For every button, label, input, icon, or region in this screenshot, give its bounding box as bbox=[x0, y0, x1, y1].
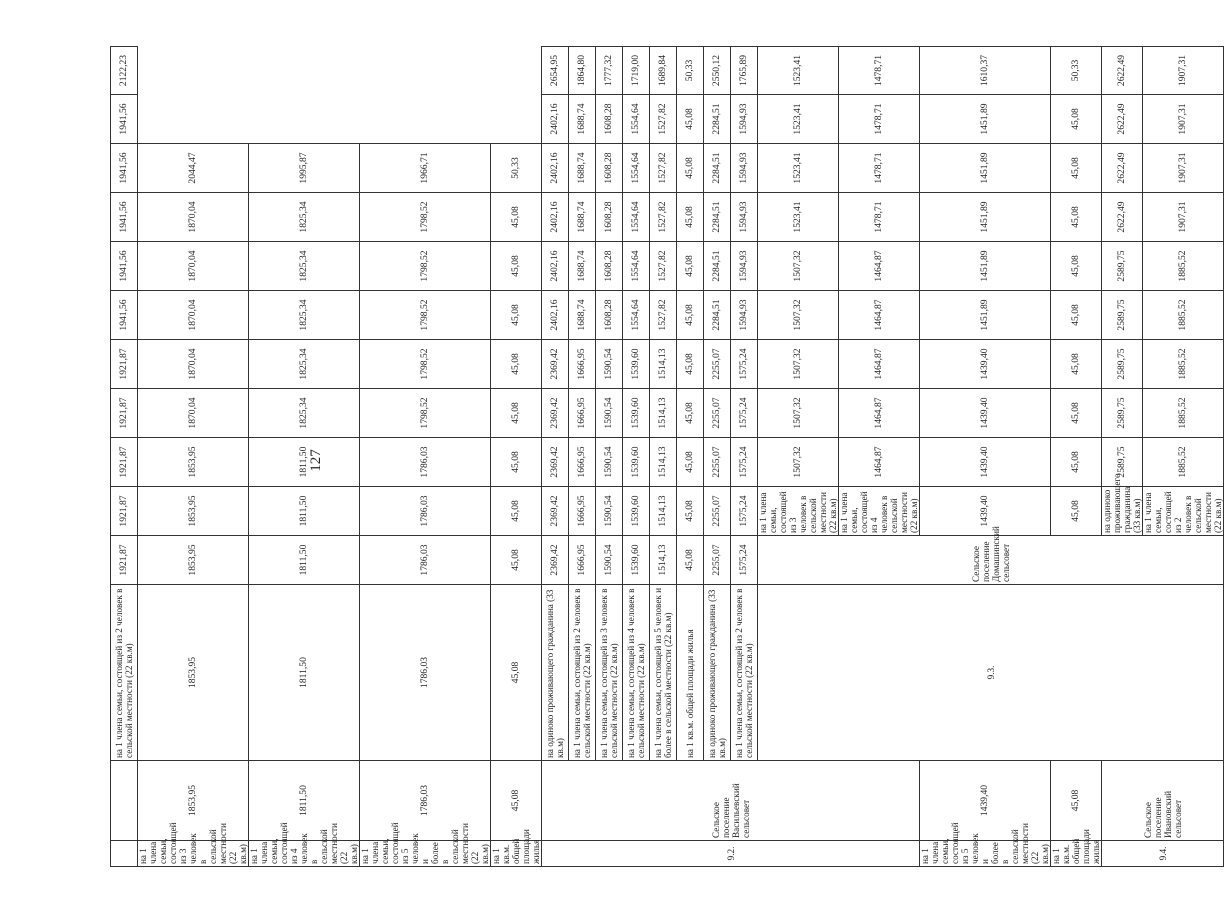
value-cell: 1825,34 bbox=[249, 193, 360, 242]
table-row bbox=[650, 47, 677, 867]
value-cell: 2402,16 bbox=[542, 95, 569, 144]
table-row bbox=[249, 47, 360, 867]
value-cell: 1439,40 bbox=[920, 487, 1051, 536]
value-cell: 1825,34 bbox=[249, 242, 360, 291]
value-cell: 1514,13 bbox=[650, 487, 677, 536]
item-number-cell bbox=[111, 841, 138, 867]
value-cell: 2284,51 bbox=[704, 95, 731, 144]
value-cell: 45,08 bbox=[491, 536, 542, 585]
value-cell: 45,08 bbox=[1051, 761, 1102, 841]
value-cell: 1870,04 bbox=[138, 291, 249, 340]
value-cell: 2369,42 bbox=[542, 438, 569, 487]
value-cell: 1853,95 bbox=[138, 585, 249, 761]
value-cell: 1464,87 bbox=[839, 389, 920, 438]
value-cell: 1575,24 bbox=[731, 438, 758, 487]
value-cell: 1995,87 bbox=[249, 144, 360, 193]
value-cell: 1478,71 bbox=[839, 47, 920, 95]
value-cell: 1478,71 bbox=[839, 144, 920, 193]
table-row bbox=[704, 47, 731, 867]
value-cell: 45,08 bbox=[677, 536, 704, 585]
table-row bbox=[677, 47, 704, 867]
row-description-cell: на 1 члена семьи, состоящей из 4 человек в сельской местности (22 кв.м) bbox=[249, 841, 360, 867]
value-cell: 1594,93 bbox=[731, 144, 758, 193]
value-cell: 1798,52 bbox=[360, 389, 491, 438]
rotated-table-container bbox=[110, 46, 1223, 867]
value-cell: 1523,41 bbox=[758, 47, 839, 95]
value-cell: 45,08 bbox=[677, 193, 704, 242]
value-cell: 1666,95 bbox=[569, 487, 596, 536]
value-cell: 1527,82 bbox=[650, 242, 677, 291]
item-number-cell: 9.4. bbox=[1102, 841, 1224, 867]
value-cell: 45,08 bbox=[491, 389, 542, 438]
value-cell: 1853,95 bbox=[138, 761, 249, 841]
value-cell: 45,08 bbox=[1051, 193, 1102, 242]
table-row bbox=[596, 47, 623, 867]
value-cell: 1907,31 bbox=[1143, 193, 1224, 242]
value-cell: 1798,52 bbox=[360, 291, 491, 340]
value-cell: 45,08 bbox=[677, 487, 704, 536]
value-cell: 1811,50 bbox=[249, 761, 360, 841]
value-cell: 1798,52 bbox=[360, 193, 491, 242]
value-cell: 2255,07 bbox=[704, 340, 731, 389]
value-cell: 1941,56 bbox=[111, 242, 138, 291]
value-cell: 2550,12 bbox=[704, 47, 731, 95]
value-cell: 2589,75 bbox=[1102, 389, 1143, 438]
value-cell: 1514,13 bbox=[650, 438, 677, 487]
table-row bbox=[542, 47, 569, 867]
value-cell: 45,08 bbox=[1051, 291, 1102, 340]
value-cell: 1798,52 bbox=[360, 242, 491, 291]
table-row bbox=[491, 47, 542, 867]
value-cell: 1575,24 bbox=[731, 389, 758, 438]
value-cell: 1527,82 bbox=[650, 144, 677, 193]
value-cell: 1464,87 bbox=[839, 291, 920, 340]
item-number-cell: 9.3. bbox=[758, 585, 1224, 761]
value-cell: 2284,51 bbox=[704, 144, 731, 193]
value-cell: 1921,87 bbox=[111, 536, 138, 585]
value-cell: 1507,32 bbox=[758, 389, 839, 438]
value-cell: 45,08 bbox=[491, 585, 542, 761]
row-description-cell: на 1 члена семьи, состоящей из 4 человек в сельской местности (22 кв.м) bbox=[623, 585, 650, 761]
tariff-table bbox=[110, 46, 1224, 867]
value-cell: 1719,00 bbox=[623, 47, 650, 95]
value-cell: 2255,07 bbox=[704, 389, 731, 438]
value-cell: 2402,16 bbox=[542, 291, 569, 340]
value-cell: 1478,71 bbox=[839, 95, 920, 144]
value-cell: 1608,28 bbox=[596, 291, 623, 340]
value-cell: 1786,03 bbox=[360, 585, 491, 761]
row-description-cell: на 1 члена семьи, состоящей из 3 человек в сельской местности (22 кв.м) bbox=[758, 487, 839, 536]
value-cell: 45,08 bbox=[1051, 487, 1102, 536]
value-cell: 1777,32 bbox=[596, 47, 623, 95]
value-cell: 2589,75 bbox=[1102, 291, 1143, 340]
value-cell: 2402,16 bbox=[542, 144, 569, 193]
table-body bbox=[111, 47, 1224, 867]
value-cell: 1464,87 bbox=[839, 242, 920, 291]
value-cell: 1786,03 bbox=[360, 761, 491, 841]
value-cell: 45,08 bbox=[677, 291, 704, 340]
row-description-cell: на 1 члена семьи, состоящей из 5 человек и более в сельской местности (22 кв.м) bbox=[650, 585, 677, 761]
value-cell: 1864,80 bbox=[569, 47, 596, 95]
row-description-cell: на 1 члена семьи, состоящей из 2 человек в сельской местности (22 кв.м) bbox=[1143, 487, 1224, 536]
table-row bbox=[138, 47, 249, 867]
value-cell: 45,08 bbox=[1051, 242, 1102, 291]
value-cell: 45,08 bbox=[1051, 438, 1102, 487]
value-cell: 1527,82 bbox=[650, 95, 677, 144]
value-cell: 45,08 bbox=[677, 340, 704, 389]
value-cell: 1523,41 bbox=[758, 193, 839, 242]
value-cell: 2402,16 bbox=[542, 193, 569, 242]
value-cell: 2589,75 bbox=[1102, 340, 1143, 389]
value-cell: 1798,52 bbox=[360, 340, 491, 389]
page-number: 127 bbox=[307, 449, 324, 472]
item-number-cell: 9.2. bbox=[542, 841, 920, 867]
value-cell: 1539,60 bbox=[623, 487, 650, 536]
value-cell: 45,08 bbox=[677, 389, 704, 438]
value-cell: 2622,49 bbox=[1102, 193, 1143, 242]
row-description-cell: на одиноко проживающего гражданина (33 кв.м) bbox=[542, 585, 569, 761]
value-cell: 1885,52 bbox=[1143, 438, 1224, 487]
value-cell: 1527,82 bbox=[650, 291, 677, 340]
value-cell: 45,08 bbox=[491, 242, 542, 291]
value-cell: 1811,50 bbox=[249, 438, 360, 487]
value-cell: 1590,54 bbox=[596, 487, 623, 536]
value-cell: 1539,60 bbox=[623, 536, 650, 585]
value-cell: 2622,49 bbox=[1102, 47, 1143, 95]
row-description-cell: на 1 кв.м. общей площади жилья bbox=[491, 841, 542, 867]
value-cell: 1885,52 bbox=[1143, 340, 1224, 389]
row-description-cell: на 1 члена семьи, состоящей из 2 человек в сельской местности (22 кв.м) bbox=[569, 585, 596, 761]
settlement-name-cell: Сельское поселение Васильевский сельсовет bbox=[542, 761, 920, 841]
value-cell: 1907,31 bbox=[1143, 144, 1224, 193]
value-cell: 1688,74 bbox=[569, 144, 596, 193]
table-row bbox=[623, 47, 650, 867]
value-cell: 1464,87 bbox=[839, 438, 920, 487]
value-cell: 45,08 bbox=[491, 438, 542, 487]
value-cell: 2369,42 bbox=[542, 536, 569, 585]
value-cell: 1539,60 bbox=[623, 438, 650, 487]
row-description-cell: на 1 члена семьи, состоящей из 5 человек и более в сельской местности (22 кв.м) bbox=[360, 841, 491, 867]
value-cell: 1688,74 bbox=[569, 291, 596, 340]
value-cell: 50,33 bbox=[1051, 47, 1102, 95]
value-cell: 1786,03 bbox=[360, 438, 491, 487]
value-cell: 45,08 bbox=[677, 95, 704, 144]
value-cell: 50,33 bbox=[491, 144, 542, 193]
value-cell: 1554,64 bbox=[623, 193, 650, 242]
value-cell: 1921,87 bbox=[111, 389, 138, 438]
value-cell: 45,08 bbox=[1051, 340, 1102, 389]
value-cell: 45,08 bbox=[677, 438, 704, 487]
value-cell: 1689,84 bbox=[650, 47, 677, 95]
value-cell: 1439,40 bbox=[920, 389, 1051, 438]
value-cell: 2284,51 bbox=[704, 242, 731, 291]
value-cell: 2369,42 bbox=[542, 340, 569, 389]
value-cell: 2044,47 bbox=[138, 144, 249, 193]
value-cell: 45,08 bbox=[1051, 389, 1102, 438]
row-description-cell: на 1 члена семьи, состоящей из 3 человек в сельской местности (22 кв.м) bbox=[596, 585, 623, 761]
value-cell: 1921,87 bbox=[111, 340, 138, 389]
value-cell: 1825,34 bbox=[249, 291, 360, 340]
value-cell: 1786,03 bbox=[360, 487, 491, 536]
value-cell: 1811,50 bbox=[249, 487, 360, 536]
value-cell: 1921,87 bbox=[111, 438, 138, 487]
value-cell: 1575,24 bbox=[731, 536, 758, 585]
value-cell: 2122,23 bbox=[111, 47, 138, 95]
value-cell: 1590,54 bbox=[596, 340, 623, 389]
value-cell: 1608,28 bbox=[596, 144, 623, 193]
value-cell: 2654,95 bbox=[542, 47, 569, 95]
value-cell: 2284,51 bbox=[704, 193, 731, 242]
value-cell: 1907,31 bbox=[1143, 95, 1224, 144]
value-cell: 2402,16 bbox=[542, 242, 569, 291]
value-cell: 1853,95 bbox=[138, 487, 249, 536]
value-cell: 1554,64 bbox=[623, 95, 650, 144]
value-cell: 1666,95 bbox=[569, 389, 596, 438]
value-cell: 1507,32 bbox=[758, 340, 839, 389]
value-cell: 1590,54 bbox=[596, 389, 623, 438]
row-description-cell: на 1 члена семьи, состоящей из 2 человек в сельской местности (22 кв.м) bbox=[111, 585, 138, 761]
value-cell: 1853,95 bbox=[138, 438, 249, 487]
value-cell: 1666,95 bbox=[569, 438, 596, 487]
value-cell: 45,08 bbox=[491, 193, 542, 242]
row-description-cell: на 1 члена семьи, состоящей из 5 человек и более в сельской местности (22 кв.м) bbox=[920, 841, 1051, 867]
value-cell: 1765,89 bbox=[731, 47, 758, 95]
value-cell: 1507,32 bbox=[758, 242, 839, 291]
settlement-name-cell: Сельское поселение Ивановский сельсовет bbox=[1102, 761, 1224, 841]
table-row bbox=[569, 47, 596, 867]
value-cell: 1608,28 bbox=[596, 95, 623, 144]
value-cell: 1870,04 bbox=[138, 389, 249, 438]
value-cell: 1507,32 bbox=[758, 291, 839, 340]
value-cell: 1688,74 bbox=[569, 242, 596, 291]
value-cell: 1688,74 bbox=[569, 95, 596, 144]
value-cell: 1523,41 bbox=[758, 95, 839, 144]
value-cell: 45,08 bbox=[1051, 95, 1102, 144]
value-cell: 1853,95 bbox=[138, 536, 249, 585]
value-cell: 45,08 bbox=[677, 144, 704, 193]
value-cell: 1885,52 bbox=[1143, 389, 1224, 438]
value-cell: 1870,04 bbox=[138, 193, 249, 242]
value-cell: 1594,93 bbox=[731, 95, 758, 144]
value-cell: 1885,52 bbox=[1143, 242, 1224, 291]
value-cell: 1907,31 bbox=[1143, 47, 1224, 95]
value-cell: 1575,24 bbox=[731, 487, 758, 536]
value-cell: 45,08 bbox=[491, 340, 542, 389]
value-cell: 1451,89 bbox=[920, 95, 1051, 144]
value-cell: 1811,50 bbox=[249, 536, 360, 585]
value-cell: 1825,34 bbox=[249, 389, 360, 438]
value-cell: 1478,71 bbox=[839, 193, 920, 242]
row-description-cell: на 1 члена семьи, состоящей из 4 человек в сельской местности (22 кв.м) bbox=[839, 487, 920, 536]
value-cell: 1666,95 bbox=[569, 536, 596, 585]
value-cell: 2589,75 bbox=[1102, 438, 1143, 487]
value-cell: 2284,51 bbox=[704, 291, 731, 340]
value-cell: 1514,13 bbox=[650, 340, 677, 389]
value-cell: 1464,87 bbox=[839, 340, 920, 389]
table-row bbox=[758, 47, 839, 867]
value-cell: 2622,49 bbox=[1102, 95, 1143, 144]
value-cell: 1594,93 bbox=[731, 242, 758, 291]
value-cell: 50,33 bbox=[677, 47, 704, 95]
row-description-cell: на 1 кв.м. общей площади жилья bbox=[677, 585, 704, 761]
value-cell: 45,08 bbox=[677, 242, 704, 291]
value-cell: 1610,37 bbox=[920, 47, 1051, 95]
value-cell: 1811,50 bbox=[249, 585, 360, 761]
value-cell: 1966,71 bbox=[360, 144, 491, 193]
row-description-cell: на одиноко проживающего гражданина (33 кв.м) bbox=[1102, 487, 1143, 536]
value-cell: 1590,54 bbox=[596, 536, 623, 585]
table-row bbox=[731, 47, 758, 867]
settlement-name-cell: Сельское поселение Домашинский сельсовет bbox=[758, 536, 1224, 585]
value-cell: 1523,41 bbox=[758, 144, 839, 193]
value-cell: 1451,89 bbox=[920, 291, 1051, 340]
value-cell: 1941,56 bbox=[111, 144, 138, 193]
value-cell: 1870,04 bbox=[138, 340, 249, 389]
value-cell: 45,08 bbox=[491, 291, 542, 340]
value-cell: 1439,40 bbox=[920, 438, 1051, 487]
value-cell: 2369,42 bbox=[542, 389, 569, 438]
row-description-cell: на 1 члена семьи, состоящей из 2 человек в сельской местности (22 кв.м) bbox=[731, 585, 758, 761]
value-cell: 1666,95 bbox=[569, 340, 596, 389]
value-cell: 1590,54 bbox=[596, 438, 623, 487]
value-cell: 1539,60 bbox=[623, 340, 650, 389]
settlement-name-cell bbox=[111, 761, 138, 841]
value-cell: 1885,52 bbox=[1143, 291, 1224, 340]
row-description-cell: на 1 кв.м. общей площади жилья bbox=[1051, 841, 1102, 867]
table-row bbox=[360, 47, 491, 867]
value-cell: 1451,89 bbox=[920, 193, 1051, 242]
value-cell: 1439,40 bbox=[920, 340, 1051, 389]
value-cell: 45,08 bbox=[491, 761, 542, 841]
table-row bbox=[111, 47, 138, 867]
value-cell: 1941,56 bbox=[111, 291, 138, 340]
value-cell: 2255,07 bbox=[704, 438, 731, 487]
value-cell: 1507,32 bbox=[758, 438, 839, 487]
value-cell: 2589,75 bbox=[1102, 242, 1143, 291]
value-cell: 1941,56 bbox=[111, 193, 138, 242]
value-cell: 1921,87 bbox=[111, 487, 138, 536]
value-cell: 1825,34 bbox=[249, 340, 360, 389]
value-cell: 1941,56 bbox=[111, 95, 138, 144]
value-cell: 1688,74 bbox=[569, 193, 596, 242]
value-cell: 1594,93 bbox=[731, 291, 758, 340]
value-cell: 1451,89 bbox=[920, 242, 1051, 291]
value-cell: 1527,82 bbox=[650, 193, 677, 242]
value-cell: 2622,49 bbox=[1102, 144, 1143, 193]
value-cell: 2255,07 bbox=[704, 536, 731, 585]
value-cell: 1539,60 bbox=[623, 389, 650, 438]
value-cell: 1514,13 bbox=[650, 389, 677, 438]
value-cell: 1554,64 bbox=[623, 144, 650, 193]
value-cell: 2369,42 bbox=[542, 487, 569, 536]
value-cell: 1608,28 bbox=[596, 193, 623, 242]
value-cell: 1439,40 bbox=[920, 761, 1051, 841]
value-cell: 1575,24 bbox=[731, 340, 758, 389]
value-cell: 1594,93 bbox=[731, 193, 758, 242]
value-cell: 1554,64 bbox=[623, 242, 650, 291]
value-cell: 1554,64 bbox=[623, 291, 650, 340]
value-cell: 1786,03 bbox=[360, 536, 491, 585]
value-cell: 45,08 bbox=[1051, 144, 1102, 193]
value-cell: 1870,04 bbox=[138, 242, 249, 291]
value-cell: 2255,07 bbox=[704, 487, 731, 536]
row-description-cell: на 1 члена семьи, состоящей из 3 человек в сельской местности (22 кв.м) bbox=[138, 841, 249, 867]
value-cell: 1451,89 bbox=[920, 144, 1051, 193]
value-cell: 45,08 bbox=[491, 487, 542, 536]
row-description-cell: на одиноко проживающего гражданина (33 кв.м) bbox=[704, 585, 731, 761]
value-cell: 1514,13 bbox=[650, 536, 677, 585]
value-cell: 1608,28 bbox=[596, 242, 623, 291]
